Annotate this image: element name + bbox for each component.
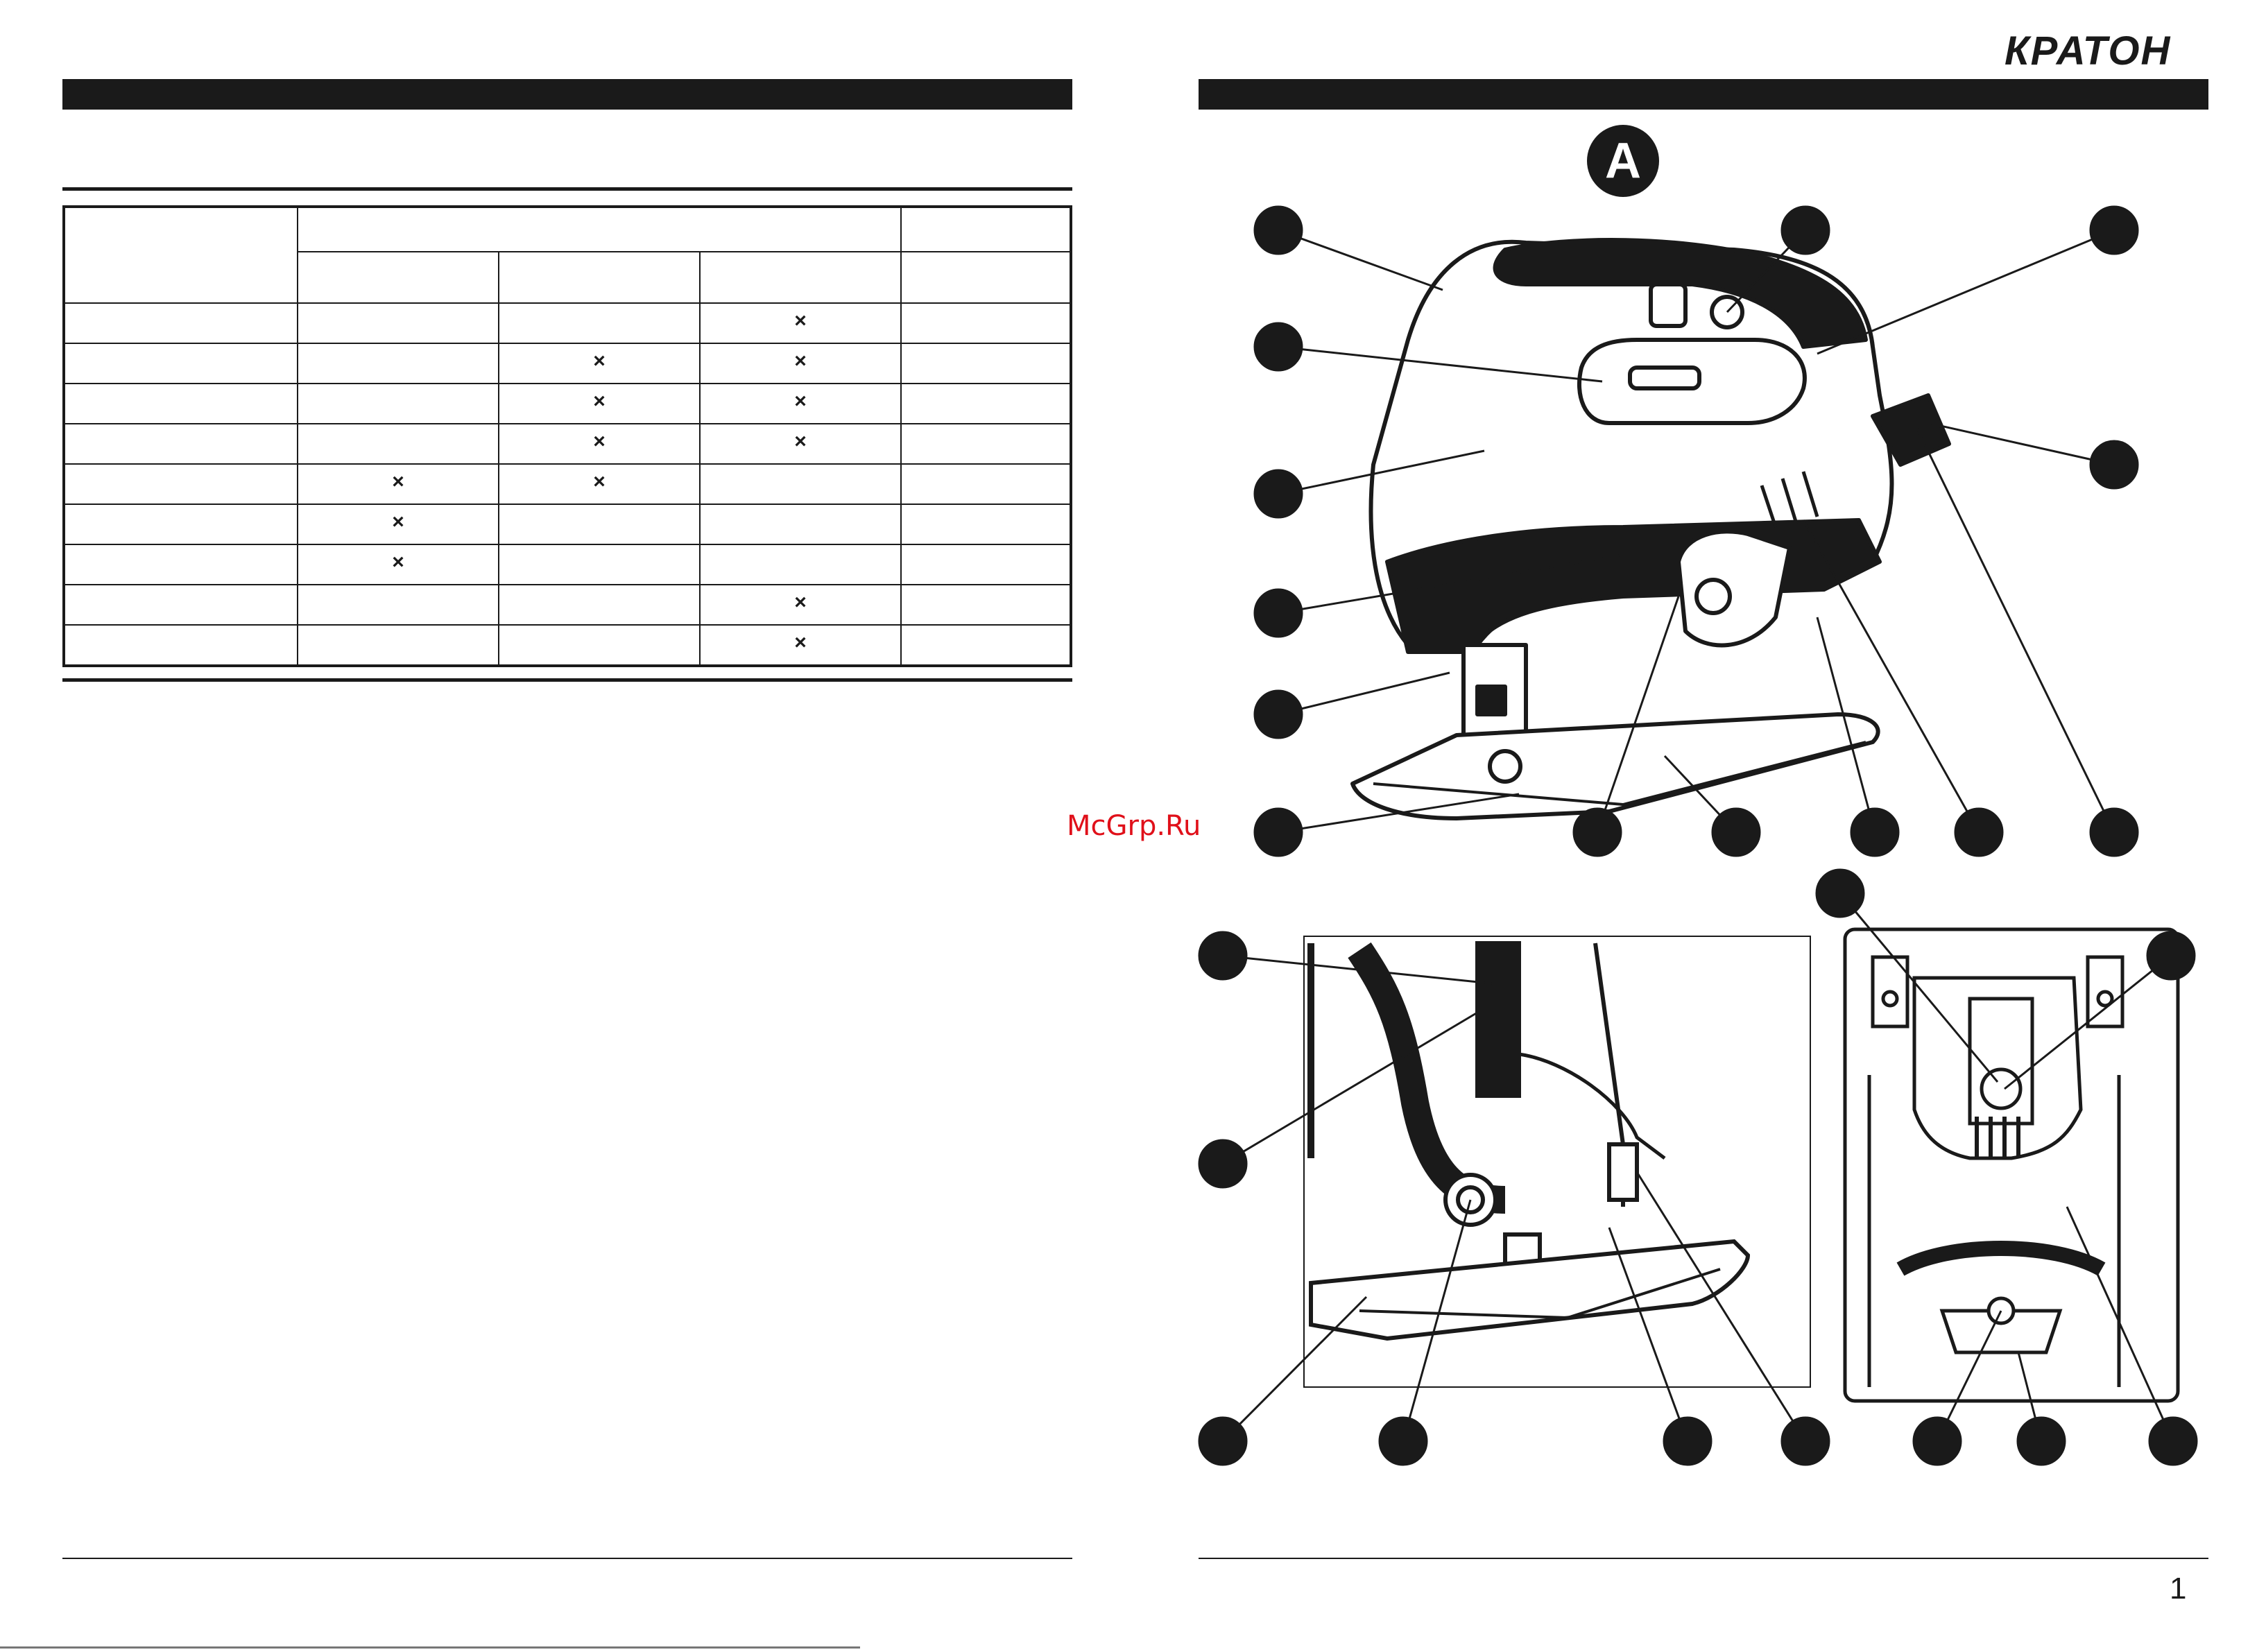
callout-dot [2018,1418,2065,1465]
figure-label-badge [1587,125,1659,197]
figure-a [1179,118,2220,1491]
callout-dot [2091,207,2138,254]
callout-dot [1255,809,1302,856]
callout-dot [1914,1418,1961,1465]
left-footer-rule [62,1558,1072,1559]
watermark-text: McGrp.Ru [1067,810,1201,842]
page-number: 1 [2170,1572,2187,1606]
left-header-bar [62,79,1072,110]
callout-dot [1255,207,1302,254]
right-footer-rule [1199,1558,2208,1559]
base-plate-detail [1845,929,2178,1401]
callout-dot [1664,1418,1711,1465]
callout-dot [1380,1418,1427,1465]
table-cell-mark: × [794,309,807,332]
table-cell-mark: × [794,430,807,453]
callout-dot [2091,441,2138,488]
callout-dot [1255,590,1302,637]
compatibility-table [62,205,1072,667]
callout-dot [1955,809,2002,856]
callout-dot [1782,207,1829,254]
callout-dot [1817,870,1864,917]
callout-dot [1713,809,1760,856]
right-header-bar [1199,79,2208,110]
callout-dot [1199,1140,1246,1187]
callout-dot [1199,1418,1246,1465]
table-top-rule [62,187,1072,191]
callout-dot [2147,932,2195,979]
callout-dot [1255,323,1302,370]
callout-dot [1255,691,1302,738]
table-cell-mark: × [794,591,807,614]
table-cell-mark: × [593,430,606,453]
table-cell-mark: × [794,390,807,413]
callout-dot [1255,470,1302,517]
table-cell-mark: × [392,551,404,574]
callout-dot [1851,809,1898,856]
figure-label: A [1605,133,1641,189]
brand-logo: КРАТОН [2005,28,2172,74]
callout-dot [1574,809,1621,856]
table-cell-mark: × [794,350,807,372]
callout-dot [2091,809,2138,856]
table-cell-mark: × [794,631,807,654]
callout-dot [1199,932,1246,979]
table-cell-mark: × [392,470,404,493]
table-cell-mark: × [593,390,606,413]
table-cell-mark: × [593,470,606,493]
scan-edge [0,1646,860,1649]
table-bottom-rule [62,678,1072,682]
jigsaw-illustration [1353,240,1949,818]
callout-dot [1782,1418,1829,1465]
callout-dot [2149,1418,2197,1465]
blade-clamp-detail [1304,936,1810,1387]
table-cell-mark: × [593,350,606,372]
table-cell-mark: × [392,510,404,533]
